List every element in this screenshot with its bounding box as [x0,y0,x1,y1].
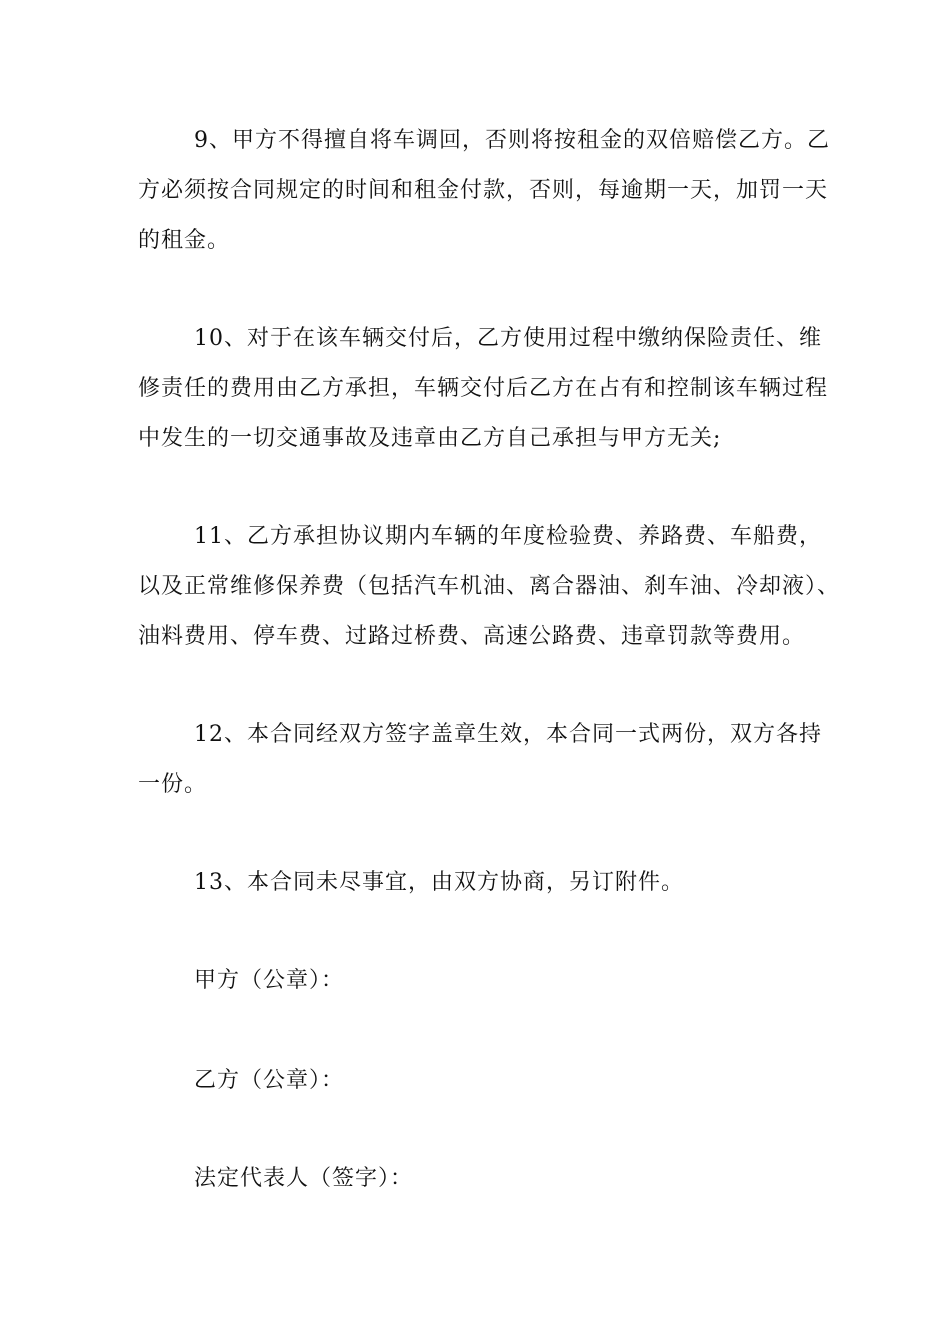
clause-11-line-1: 11、乙方承担协议期内车辆的年度检验费、养路费、车船费， [194,524,822,549]
legal-representative-signature-label: 法定代表人（签字）： [194,1166,414,1191]
party-b-seal-label: 乙方（公章）： [194,1068,345,1093]
clause-12-line-1: 12、本合同经双方签字盖章生效，本合同一式两份，双方各持 [194,722,822,747]
clause-10-line-3: 中发生的一切交通事故及违章由乙方自己承担与甲方无关; [138,426,722,451]
clause-9-line-1: 9、甲方不得擅自将车调回，否则将按租金的双倍赔偿乙方。乙 [194,128,830,153]
party-a-seal-label: 甲方（公章）： [194,968,345,993]
clause-10-line-2: 修责任的费用由乙方承担，车辆交付后乙方在占有和控制该车辆过程 [138,376,829,401]
clause-9-line-3: 的租金。 [138,228,231,253]
clause-10-line-1: 10、对于在该车辆交付后，乙方使用过程中缴纳保险责任、维 [194,326,822,351]
clause-12-line-2: 一份。 [138,772,208,797]
clause-13-line-1: 13、本合同未尽事宜，由双方协商，另订附件。 [194,870,684,895]
clause-11-line-2: 以及正常维修保养费（包括汽车机油、离合器油、刹车油、冷却液）、 [138,574,841,599]
clause-9-line-2: 方必须按合同规定的时间和租金付款，否则，每逾期一天，加罚一天 [138,178,829,203]
clause-11-line-3: 油料费用、停车费、过路过桥费、高速公路费、违章罚款等费用。 [138,624,806,649]
